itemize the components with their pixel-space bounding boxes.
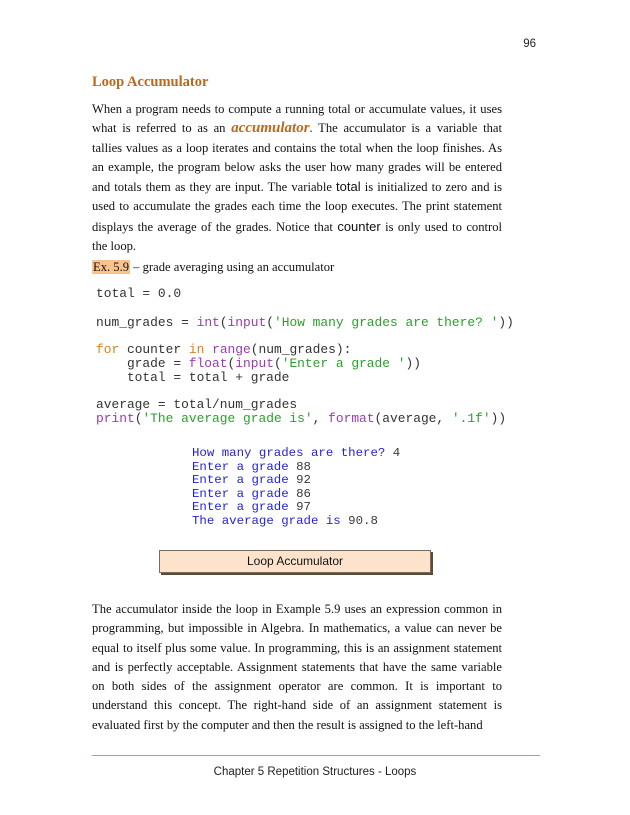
code-text: )) [498, 315, 514, 330]
output-line [192, 461, 400, 475]
variable-total: total [336, 179, 361, 195]
page-number: 96 [523, 38, 536, 50]
output-value: 90.8 [348, 513, 378, 528]
intro-text-3: is initialized to zero and is used to accumulate the grades each time the loop executes. The print statement displays the average of the grades. Notice that [92, 180, 502, 234]
example-caption-text: – grade averaging using an accumulator [130, 260, 335, 274]
code-text: )) [490, 411, 507, 426]
code-text [204, 342, 212, 357]
code-line [96, 411, 506, 427]
code-string: 'Enter a grade ' [281, 356, 406, 371]
output-value: 86 [296, 486, 311, 501]
example-tag: Ex. 5.9 [93, 260, 130, 274]
output-prompt: How many grades are there? [192, 446, 393, 460]
example-caption [92, 260, 334, 275]
code-text: ( [219, 315, 228, 330]
code-string: '.1f' [451, 411, 491, 426]
code-text: ( [273, 356, 282, 371]
code-text: , [312, 411, 329, 426]
footer-divider [92, 755, 540, 756]
code-builtin: format [328, 411, 375, 426]
code-builtin: input [227, 315, 267, 330]
intro-text-2: . The accumulator is a variable that tallies values as a loop iterates and contains the total when the loop finishes. As an example, the program below asks the user how many grades will be entered and totals them as they are input. The variable [92, 121, 502, 195]
code-builtin: input [235, 356, 274, 371]
code-text: num_grades = [96, 315, 197, 330]
output-prompt: The average grade is [192, 513, 349, 528]
code-text: counter [119, 342, 189, 357]
output-prompt: Enter a grade [192, 459, 297, 474]
output-line [192, 447, 400, 461]
code-builtin: int [196, 315, 220, 330]
code-builtin: print [96, 411, 135, 426]
output-line [192, 515, 400, 529]
code-text: ( [134, 411, 143, 426]
program-output [192, 447, 400, 529]
output-value: 88 [296, 459, 311, 474]
code-line [96, 286, 181, 302]
code-text: (num_grades): [250, 342, 352, 357]
footer-chapter-title: Chapter 5 Repetition Structures - Loops [213, 766, 417, 778]
code-line [96, 315, 514, 331]
code-text: total = total + grade [96, 370, 290, 385]
code-string: 'The average grade is' [142, 411, 313, 426]
code-keyword: for [96, 342, 120, 357]
code-text: average = total/num_grades [96, 397, 298, 412]
code-string: 'How many grades are there? ' [273, 315, 499, 330]
code-text: )) [405, 356, 421, 371]
code-text: ( [227, 356, 236, 371]
output-value: 97 [296, 500, 311, 515]
explanation-paragraph: The accumulator inside the loop in Example 5.9 uses an expression common in programming, but impossible in Algebra. In mathematics, a value can never be equal to itself plus some value. In programming, this is an assignment statement and is perfectly acceptable. Assignment statements that have the same variable on both sides of the assignment operator are common. It is important to understand this concept. The right-hand side of an assignment statement is evaluated first by the computer and then the result is assigned to the left-hand [92, 602, 502, 732]
output-line [192, 488, 400, 502]
intro-text-1: When a program needs to compute a running total or accumulate values, it uses what is referred to as an [92, 102, 502, 136]
code-text: grade = [96, 356, 189, 371]
section-heading: Loop Accumulator [92, 74, 209, 90]
code-text: ( [266, 315, 274, 330]
output-prompt: Enter a grade [192, 473, 297, 488]
output-value: 92 [296, 473, 311, 488]
code-builtin: range [212, 342, 251, 357]
variable-counter: counter [337, 218, 381, 234]
code-text: (average, [374, 411, 452, 426]
accumulator-term: accumulator [231, 120, 310, 137]
code-keyword: in [188, 342, 205, 357]
figure-caption: Loop Accumulator [159, 550, 431, 573]
output-prompt: Enter a grade [192, 486, 297, 501]
output-line [192, 501, 400, 515]
intro-text-4: is only used to control the loop. [92, 219, 502, 254]
code-builtin: float [188, 356, 228, 371]
code-line [96, 370, 289, 386]
output-prompt: Enter a grade [192, 500, 297, 515]
output-line [192, 474, 400, 488]
code-text: total = 0.0 [96, 286, 182, 301]
output-value: 4 [392, 446, 401, 460]
intro-paragraph [92, 100, 502, 256]
